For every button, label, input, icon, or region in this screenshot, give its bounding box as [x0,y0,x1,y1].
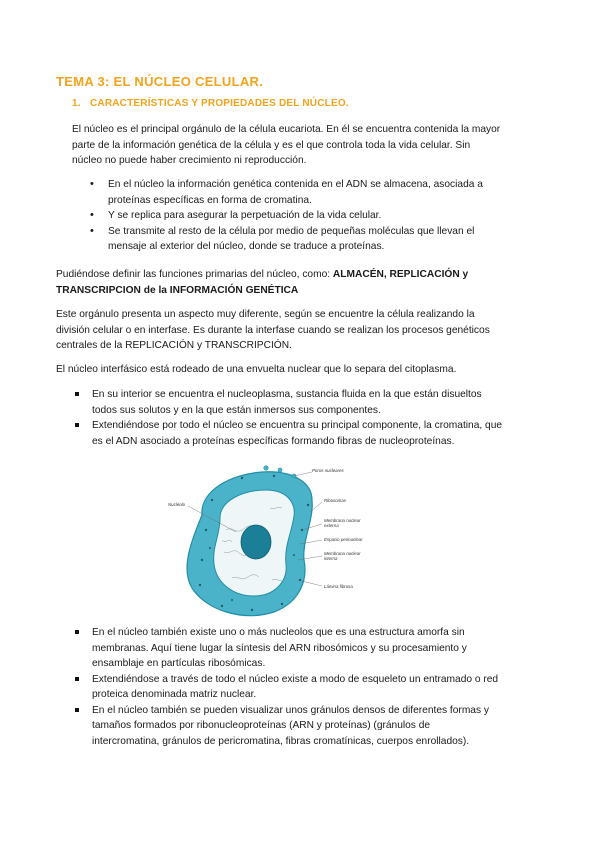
label-membrana-externa-2: externa [324,523,339,528]
intro-line: El núcleo es el principal orgánulo de la célula eucariota. En él se encuentra contenida la mayor [72,124,501,135]
label-poros: Poros nucleares [312,468,344,473]
list-item: Extendiéndose a través de todo el núcleo existe a modo de esqueleto un entramado o red proteica denominada matriz nuclear. [72,672,552,703]
nucleolus [241,525,271,559]
list-item: En el núcleo también existe uno o más nucleolos que es una estructura amorfa sin membranas. Aquí tiene lugar la síntesis del ARN ribosómicos y su procesamiento y ensamblaje en partículas ribosómicas. [72,625,552,672]
functions-paragraph: Pudiéndose definir las funciones primarias del núcleo, como: ALMACÉN, REPLICACIÓN y TRANSCRIPCION de la INFORMACIÓN GENÉTICA [56,269,469,296]
label-ribosomas: Ribosomas [324,498,346,503]
intro-line: parte de la información genética de la célula y es el que controla toda la vida celular. Sin [72,139,471,151]
page-title: TEMA 3: EL NÚCLEO CELULAR. [56,74,264,89]
intro-line: núcleo no puede haber crecimiento ni reproducción. [72,155,307,166]
list-item: Extendiéndose por todo el núcleo se encuentra su principal componente, la cromatina, que es el ADN asociado a proteínas específicas formando fibras de nucleoproteínas. [72,418,552,449]
label-membrana-interna-2: interna [324,556,338,561]
label-espacio: Espacio perinuclear [324,537,363,542]
envelope-paragraph: El núcleo interfásico está rodeado de una envuelta nuclear que lo separa del citoplasma. [56,364,457,375]
nucleoplasm-bullet-list [72,387,552,449]
section-heading [72,98,349,109]
section-number: 1. [72,98,81,109]
list-item: En el núcleo también se pueden visualizar unos gránulos densos de diferentes formas y tamaños formados por ribonucleoproteínas (ARN y proteínas) (gránulos de intercromatina, gránulos de pericromatina, fibras cromatínicas, cuerpos enrollados). [72,703,552,750]
label-membrana-externa: Membrana nuclear [324,518,361,523]
list-item: • Y se replica para asegurar la perpetuación de la vida celular. [88,208,528,224]
functions-bullet-list [88,177,528,255]
label-nucleolo: Nucléolo [168,502,186,507]
nucleolus-bullet-list [72,625,552,749]
nucleus-diagram [162,460,432,620]
interphase-paragraph: Este orgánulo presenta un aspecto muy diferente, según se encuentre la célula realizando la división celular o en interfase. Es durante la interfase cuando se realizan los procesos genéticos centrales de la REPLICACIÓN y TRANSCRIPCIÓN. [56,309,490,351]
list-item: • En el núcleo la información genética contenida en el ADN se almacena, asociada a proteínas específicas en forma de cromatina. [88,177,528,208]
list-item: En su interior se encuentra el nucleoplasma, sustancia fluida en la que están disueltos todos sus solutos y en la que están inmersos sus componentes. [72,387,552,418]
list-item: • Se transmite al resto de la célula por medio de pequeñas moléculas que llevan el mensaje al exterior del núcleo, donde se traduce a proteínas. [88,224,528,255]
intro-paragraph [72,122,500,169]
label-lamina: Lámina fibrosa [324,584,353,589]
section-title: CARACTERÍSTICAS Y PROPIEDADES DEL NÚCLEO. [90,98,349,109]
label-membrana-interna: Membrana nuclear [324,551,361,556]
